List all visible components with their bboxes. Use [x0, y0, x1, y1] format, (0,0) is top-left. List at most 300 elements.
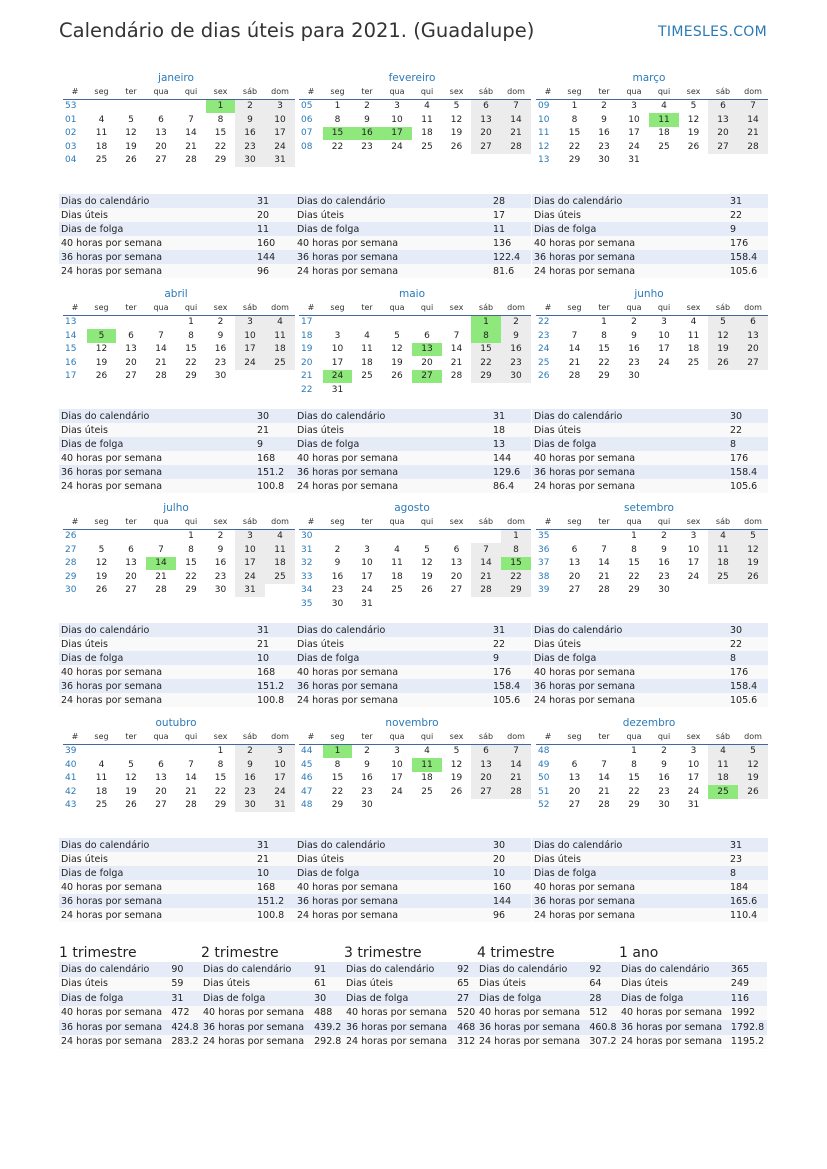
day-cell[interactable]: 18	[265, 557, 295, 571]
day-cell[interactable]: 16	[214, 558, 227, 569]
day-cell[interactable]: 5	[394, 330, 400, 341]
day-cell[interactable]: 7	[501, 99, 531, 113]
day-cell[interactable]: 15	[331, 773, 344, 784]
day-cell[interactable]: 8	[471, 329, 501, 343]
day-cell[interactable]: 13	[125, 344, 137, 355]
day-cell[interactable]: 23	[628, 357, 640, 368]
day-cell[interactable]: 23	[361, 786, 373, 797]
day-cell[interactable]: 14	[598, 773, 610, 784]
day-cell[interactable]: 8	[217, 759, 224, 770]
day-cell[interactable]: 23	[214, 571, 227, 582]
day-cell[interactable]: 1	[571, 101, 578, 112]
day-cell[interactable]: 15	[501, 557, 531, 571]
day-cell[interactable]: 16	[361, 773, 373, 784]
day-cell[interactable]: 8	[217, 114, 224, 125]
day-cell[interactable]: 11	[412, 758, 442, 772]
day-cell[interactable]: 22	[568, 141, 581, 152]
day-cell[interactable]: 6	[424, 330, 430, 341]
day-cell[interactable]: 21	[598, 786, 610, 797]
day-cell[interactable]: 1	[601, 317, 607, 328]
day-cell[interactable]: 17	[391, 773, 403, 784]
day-cell[interactable]: 8	[334, 114, 341, 125]
day-cell[interactable]: 11	[649, 113, 679, 127]
day-cell[interactable]: 26	[450, 141, 463, 152]
day-cell[interactable]: 11	[391, 558, 403, 569]
day-cell[interactable]: 24	[628, 141, 640, 152]
day-cell[interactable]: 21	[185, 786, 197, 797]
day-cell[interactable]: 31	[265, 154, 295, 168]
day-cell[interactable]: 4	[708, 744, 738, 758]
day-cell[interactable]: 15	[628, 558, 640, 569]
day-cell[interactable]: 25	[708, 570, 738, 584]
day-cell[interactable]: 12	[708, 329, 738, 343]
day-cell[interactable]: 22	[185, 357, 197, 368]
day-cell[interactable]: 17	[628, 128, 640, 139]
day-cell[interactable]: 24	[265, 140, 295, 154]
day-cell[interactable]: 14	[185, 128, 197, 139]
day-cell[interactable]: 24	[235, 356, 265, 370]
day-cell[interactable]: 17	[382, 127, 412, 141]
day-cell[interactable]: 15	[214, 773, 227, 784]
day-cell[interactable]: 5	[424, 544, 430, 555]
day-cell[interactable]: 3	[364, 544, 370, 555]
day-cell[interactable]: 25	[658, 141, 670, 152]
day-cell[interactable]: 19	[95, 571, 108, 582]
day-cell[interactable]: 7	[601, 544, 607, 555]
day-cell[interactable]: 23	[214, 357, 227, 368]
day-cell[interactable]: 10	[687, 544, 700, 555]
day-cell[interactable]: 8	[601, 330, 607, 341]
day-cell[interactable]: 19	[125, 786, 137, 797]
day-cell[interactable]: 30	[658, 585, 670, 596]
day-cell[interactable]: 2	[217, 531, 224, 542]
day-cell[interactable]: 7	[571, 330, 578, 341]
day-cell[interactable]: 1	[206, 99, 235, 113]
day-cell[interactable]: 28	[501, 785, 531, 799]
day-cell[interactable]: 13	[708, 113, 738, 127]
day-cell[interactable]: 28	[155, 585, 167, 596]
day-cell[interactable]: 22	[331, 141, 344, 152]
day-cell[interactable]: 3	[690, 746, 697, 757]
day-cell[interactable]: 8	[188, 330, 194, 341]
day-cell[interactable]: 7	[158, 330, 164, 341]
day-cell[interactable]: 10	[265, 113, 295, 127]
day-cell[interactable]: 22	[628, 571, 640, 582]
day-cell[interactable]: 30	[214, 371, 227, 382]
day-cell[interactable]: 1	[631, 531, 637, 542]
day-cell[interactable]: 29	[598, 371, 610, 382]
day-cell[interactable]: 26	[687, 141, 700, 152]
day-cell[interactable]: 7	[601, 759, 607, 770]
day-cell[interactable]: 1	[188, 317, 194, 328]
day-cell[interactable]: 27	[125, 371, 137, 382]
day-cell[interactable]: 27	[471, 140, 501, 154]
day-cell[interactable]: 11	[687, 330, 700, 341]
day-cell[interactable]: 23	[235, 140, 265, 154]
day-cell[interactable]: 17	[265, 127, 295, 141]
day-cell[interactable]: 14	[471, 557, 501, 571]
day-cell[interactable]: 10	[331, 344, 344, 355]
day-cell[interactable]: 30	[361, 800, 373, 811]
day-cell[interactable]: 4	[394, 544, 400, 555]
day-cell[interactable]: 16	[628, 344, 640, 355]
day-cell[interactable]: 2	[364, 746, 370, 757]
day-cell[interactable]: 26	[125, 800, 137, 811]
day-cell[interactable]: 23	[235, 785, 265, 799]
day-cell[interactable]: 25	[265, 356, 295, 370]
day-cell[interactable]: 18	[391, 571, 403, 582]
day-cell[interactable]: 9	[235, 113, 265, 127]
brand-logo-link[interactable]: TIMESLES.COM	[658, 24, 767, 40]
day-cell[interactable]: 16	[501, 343, 531, 357]
day-cell[interactable]: 27	[708, 140, 738, 154]
day-cell[interactable]: 7	[501, 744, 531, 758]
day-cell[interactable]: 16	[331, 571, 344, 582]
day-cell[interactable]: 4	[424, 746, 430, 757]
day-cell[interactable]: 21	[185, 141, 197, 152]
day-cell[interactable]: 5	[128, 114, 134, 125]
day-cell[interactable]: 25	[95, 800, 108, 811]
day-cell[interactable]: 5	[738, 744, 768, 758]
day-cell[interactable]: 21	[155, 571, 167, 582]
day-cell[interactable]: 2	[601, 101, 607, 112]
day-cell[interactable]: 16	[598, 128, 610, 139]
day-cell[interactable]: 2	[217, 317, 224, 328]
day-cell[interactable]: 31	[628, 155, 640, 166]
day-cell[interactable]: 30	[628, 371, 640, 382]
day-cell[interactable]: 9	[364, 759, 370, 770]
day-cell[interactable]: 16	[658, 773, 670, 784]
day-cell[interactable]: 24	[687, 571, 700, 582]
day-cell[interactable]: 19	[391, 357, 403, 368]
day-cell[interactable]: 5	[128, 759, 134, 770]
day-cell[interactable]: 30	[598, 155, 610, 166]
day-cell[interactable]: 9	[235, 758, 265, 772]
day-cell[interactable]: 12	[95, 344, 108, 355]
day-cell[interactable]: 15	[323, 127, 352, 141]
day-cell[interactable]: 19	[450, 128, 463, 139]
day-cell[interactable]: 14	[185, 773, 197, 784]
day-cell[interactable]: 23	[361, 141, 373, 152]
day-cell[interactable]: 27	[125, 585, 137, 596]
day-cell[interactable]: 13	[738, 329, 768, 343]
day-cell[interactable]: 3	[394, 746, 400, 757]
day-cell[interactable]: 11	[265, 329, 295, 343]
day-cell[interactable]: 17	[265, 772, 295, 786]
day-cell[interactable]: 31	[687, 800, 700, 811]
day-cell[interactable]: 26	[391, 371, 403, 382]
day-cell[interactable]: 5	[453, 101, 460, 112]
day-cell[interactable]: 4	[690, 317, 697, 328]
day-cell[interactable]: 14	[501, 113, 531, 127]
day-cell[interactable]: 30	[501, 370, 531, 384]
day-cell[interactable]: 22	[598, 357, 610, 368]
day-cell[interactable]: 21	[450, 357, 463, 368]
day-cell[interactable]: 25	[391, 585, 403, 596]
day-cell[interactable]: 10	[687, 759, 700, 770]
day-cell[interactable]: 25	[265, 570, 295, 584]
day-cell[interactable]: 25	[421, 786, 433, 797]
day-cell[interactable]: 7	[453, 330, 460, 341]
day-cell[interactable]: 9	[631, 330, 637, 341]
day-cell[interactable]: 13	[568, 773, 581, 784]
day-cell[interactable]: 4	[424, 101, 430, 112]
day-cell[interactable]: 13	[450, 558, 463, 569]
day-cell[interactable]: 1	[334, 101, 341, 112]
day-cell[interactable]: 9	[501, 329, 531, 343]
day-cell[interactable]: 27	[412, 370, 442, 384]
day-cell[interactable]: 2	[501, 315, 531, 329]
day-cell[interactable]: 10	[235, 329, 265, 343]
day-cell[interactable]: 27	[568, 585, 581, 596]
day-cell[interactable]: 2	[364, 101, 370, 112]
day-cell[interactable]: 22	[628, 786, 640, 797]
day-cell[interactable]: 16	[235, 127, 265, 141]
day-cell[interactable]: 29	[501, 584, 531, 598]
day-cell[interactable]: 11	[708, 543, 738, 557]
day-cell[interactable]: 19	[738, 557, 768, 571]
day-cell[interactable]: 6	[453, 544, 460, 555]
day-cell[interactable]: 19	[738, 772, 768, 786]
day-cell[interactable]: 31	[361, 598, 373, 609]
day-cell[interactable]: 27	[568, 800, 581, 811]
day-cell[interactable]: 29	[628, 800, 640, 811]
day-cell[interactable]: 27	[471, 785, 501, 799]
day-cell[interactable]: 5	[708, 315, 738, 329]
day-cell[interactable]: 9	[661, 759, 667, 770]
day-cell[interactable]: 29	[185, 585, 197, 596]
day-cell[interactable]: 26	[450, 786, 463, 797]
day-cell[interactable]: 4	[661, 101, 667, 112]
day-cell[interactable]: 5	[98, 544, 105, 555]
day-cell[interactable]: 3	[235, 529, 265, 543]
day-cell[interactable]: 14	[738, 113, 768, 127]
day-cell[interactable]: 16	[235, 772, 265, 786]
day-cell[interactable]: 23	[501, 356, 531, 370]
day-cell[interactable]: 2	[235, 99, 265, 113]
day-cell[interactable]: 19	[687, 128, 700, 139]
day-cell[interactable]: 17	[658, 344, 670, 355]
day-cell[interactable]: 17	[331, 357, 344, 368]
day-cell[interactable]: 21	[501, 127, 531, 141]
day-cell[interactable]: 23	[331, 585, 344, 596]
day-cell[interactable]: 28	[185, 155, 197, 166]
day-cell[interactable]: 5	[453, 746, 460, 757]
day-cell[interactable]: 25	[687, 357, 700, 368]
day-cell[interactable]: 24	[687, 786, 700, 797]
day-cell[interactable]: 21	[598, 571, 610, 582]
day-cell[interactable]: 26	[95, 585, 108, 596]
day-cell[interactable]: 5	[690, 101, 697, 112]
day-cell[interactable]: 3	[661, 317, 667, 328]
day-cell[interactable]: 15	[471, 343, 501, 357]
day-cell[interactable]: 20	[125, 571, 137, 582]
day-cell[interactable]: 26	[738, 785, 768, 799]
day-cell[interactable]: 28	[471, 584, 501, 598]
day-cell[interactable]: 30	[658, 800, 670, 811]
day-cell[interactable]: 6	[128, 544, 134, 555]
day-cell[interactable]: 13	[155, 128, 167, 139]
day-cell[interactable]: 13	[568, 558, 581, 569]
day-cell[interactable]: 24	[391, 141, 403, 152]
day-cell[interactable]: 22	[501, 570, 531, 584]
day-cell[interactable]: 1	[631, 746, 637, 757]
day-cell[interactable]: 24	[265, 785, 295, 799]
day-cell[interactable]: 30	[235, 799, 265, 813]
day-cell[interactable]: 17	[235, 343, 265, 357]
day-cell[interactable]: 10	[235, 543, 265, 557]
day-cell[interactable]: 21	[155, 357, 167, 368]
day-cell[interactable]: 22	[331, 786, 344, 797]
day-cell[interactable]: 5	[87, 329, 116, 343]
day-cell[interactable]: 12	[125, 773, 137, 784]
day-cell[interactable]: 27	[155, 155, 167, 166]
day-cell[interactable]: 26	[125, 155, 137, 166]
day-cell[interactable]: 19	[125, 141, 137, 152]
day-cell[interactable]: 9	[217, 544, 224, 555]
day-cell[interactable]: 17	[687, 558, 700, 569]
day-cell[interactable]: 3	[631, 101, 637, 112]
day-cell[interactable]: 20	[450, 571, 463, 582]
day-cell[interactable]: 27	[450, 585, 463, 596]
day-cell[interactable]: 13	[471, 758, 501, 772]
day-cell[interactable]: 16	[214, 344, 227, 355]
day-cell[interactable]: 1	[188, 531, 194, 542]
day-cell[interactable]: 6	[571, 544, 578, 555]
day-cell[interactable]: 19	[708, 343, 738, 357]
day-cell[interactable]: 5	[738, 529, 768, 543]
day-cell[interactable]: 1	[323, 744, 352, 758]
day-cell[interactable]: 6	[738, 315, 768, 329]
day-cell[interactable]: 20	[471, 772, 501, 786]
day-cell[interactable]: 18	[95, 786, 108, 797]
day-cell[interactable]: 30	[235, 154, 265, 168]
day-cell[interactable]: 11	[361, 344, 373, 355]
day-cell[interactable]: 6	[128, 330, 134, 341]
day-cell[interactable]: 17	[361, 571, 373, 582]
day-cell[interactable]: 10	[265, 758, 295, 772]
day-cell[interactable]: 11	[95, 773, 108, 784]
day-cell[interactable]: 18	[708, 772, 738, 786]
day-cell[interactable]: 12	[738, 758, 768, 772]
day-cell[interactable]: 26	[421, 585, 433, 596]
day-cell[interactable]: 19	[421, 571, 433, 582]
day-cell[interactable]: 13	[412, 343, 442, 357]
day-cell[interactable]: 18	[361, 357, 373, 368]
day-cell[interactable]: 27	[155, 800, 167, 811]
day-cell[interactable]: 3	[334, 330, 341, 341]
day-cell[interactable]: 7	[471, 543, 501, 557]
day-cell[interactable]: 12	[738, 543, 768, 557]
day-cell[interactable]: 12	[95, 558, 108, 569]
day-cell[interactable]: 13	[125, 558, 137, 569]
day-cell[interactable]: 28	[598, 585, 610, 596]
day-cell[interactable]: 2	[334, 544, 341, 555]
day-cell[interactable]: 18	[708, 557, 738, 571]
day-cell[interactable]: 20	[155, 141, 167, 152]
day-cell[interactable]: 3	[265, 744, 295, 758]
day-cell[interactable]: 29	[185, 371, 197, 382]
day-cell[interactable]: 28	[598, 800, 610, 811]
day-cell[interactable]: 30	[331, 598, 344, 609]
day-cell[interactable]: 9	[334, 558, 341, 569]
day-cell[interactable]: 8	[334, 759, 341, 770]
day-cell[interactable]: 14	[598, 558, 610, 569]
day-cell[interactable]: 12	[450, 114, 463, 125]
day-cell[interactable]: 23	[658, 786, 670, 797]
day-cell[interactable]: 21	[738, 127, 768, 141]
day-cell[interactable]: 12	[687, 114, 700, 125]
day-cell[interactable]: 20	[568, 571, 581, 582]
day-cell[interactable]: 14	[155, 344, 167, 355]
day-cell[interactable]: 11	[421, 114, 433, 125]
day-cell[interactable]: 29	[628, 585, 640, 596]
day-cell[interactable]: 15	[598, 344, 610, 355]
day-cell[interactable]: 19	[450, 773, 463, 784]
day-cell[interactable]: 17	[687, 773, 700, 784]
day-cell[interactable]: 29	[331, 800, 344, 811]
day-cell[interactable]: 1	[471, 315, 501, 329]
day-cell[interactable]: 15	[568, 128, 581, 139]
day-cell[interactable]: 21	[568, 357, 581, 368]
day-cell[interactable]: 16	[352, 127, 382, 141]
day-cell[interactable]: 27	[738, 356, 768, 370]
day-cell[interactable]: 21	[471, 570, 501, 584]
day-cell[interactable]: 10	[391, 759, 403, 770]
day-cell[interactable]: 10	[391, 114, 403, 125]
day-cell[interactable]: 12	[421, 558, 433, 569]
day-cell[interactable]: 28	[185, 800, 197, 811]
day-cell[interactable]: 31	[265, 799, 295, 813]
day-cell[interactable]: 4	[265, 315, 295, 329]
day-cell[interactable]: 8	[501, 543, 531, 557]
day-cell[interactable]: 29	[214, 800, 227, 811]
day-cell[interactable]: 31	[331, 384, 344, 395]
day-cell[interactable]: 9	[601, 114, 607, 125]
day-cell[interactable]: 29	[214, 155, 227, 166]
day-cell[interactable]: 10	[628, 114, 640, 125]
day-cell[interactable]: 14	[568, 344, 581, 355]
day-cell[interactable]: 7	[738, 99, 768, 113]
day-cell[interactable]: 20	[155, 786, 167, 797]
day-cell[interactable]: 22	[471, 356, 501, 370]
day-cell[interactable]: 3	[394, 101, 400, 112]
day-cell[interactable]: 6	[471, 744, 501, 758]
day-cell[interactable]: 15	[214, 128, 227, 139]
day-cell[interactable]: 20	[125, 357, 137, 368]
day-cell[interactable]: 9	[364, 114, 370, 125]
day-cell[interactable]: 24	[323, 370, 352, 384]
day-cell[interactable]: 4	[98, 759, 105, 770]
day-cell[interactable]: 12	[450, 759, 463, 770]
day-cell[interactable]: 25	[421, 141, 433, 152]
day-cell[interactable]: 26	[738, 570, 768, 584]
day-cell[interactable]: 11	[708, 758, 738, 772]
day-cell[interactable]: 3	[265, 99, 295, 113]
day-cell[interactable]: 2	[235, 744, 265, 758]
day-cell[interactable]: 14	[501, 758, 531, 772]
day-cell[interactable]: 4	[265, 529, 295, 543]
day-cell[interactable]: 12	[391, 344, 403, 355]
day-cell[interactable]: 18	[95, 141, 108, 152]
day-cell[interactable]: 6	[708, 99, 738, 113]
day-cell[interactable]: 15	[185, 344, 197, 355]
day-cell[interactable]: 15	[628, 773, 640, 784]
day-cell[interactable]: 4	[364, 330, 370, 341]
day-cell[interactable]: 7	[188, 114, 194, 125]
day-cell[interactable]: 3	[690, 531, 697, 542]
day-cell[interactable]: 20	[738, 343, 768, 357]
